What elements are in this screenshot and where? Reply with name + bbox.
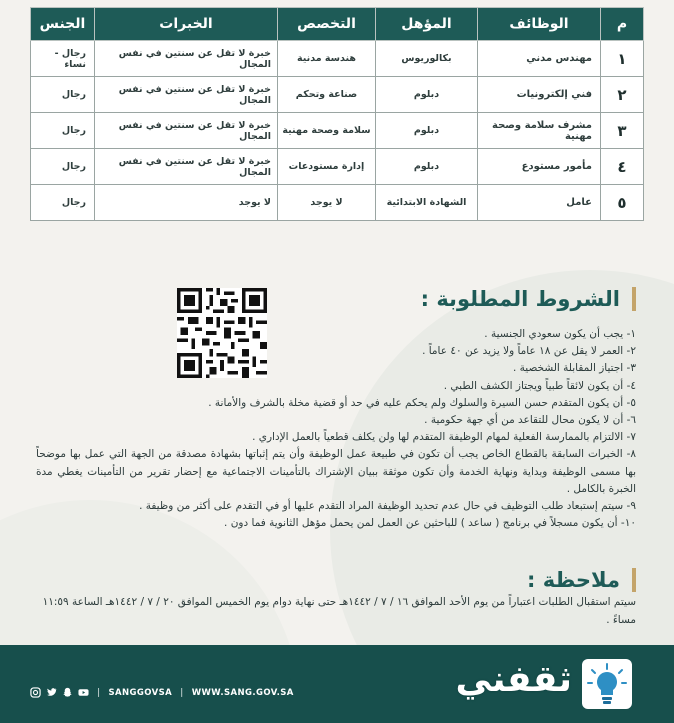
row-job: مأمور مستودع (478, 149, 601, 185)
row-experience: لا يوجد (95, 185, 278, 221)
note-text: سيتم استقبال الطلبات اعتباراً من يوم الأحد الموافق ١٦ / ٧ / ١٤٤٢هـ حتى نهاية دوام يوم الخميس الموافق ٢٠ / ٧ / ١٤٤٢هـ الساعة ١١:٥٩ مساءً . (42, 596, 636, 626)
youtube-icon[interactable] (78, 687, 89, 698)
row-number: ١ (601, 41, 644, 77)
table-row (31, 113, 644, 149)
list-item: ٢- العمر لا يقل عن ١٨ عاماً ولا يزيد عن ٤٠ عاماً . (422, 345, 636, 358)
header-gender: الجنس (31, 8, 95, 41)
header-experience: الخبرات (95, 8, 278, 41)
logo-text: ثقفني (455, 659, 572, 700)
twitter-icon[interactable] (46, 687, 57, 698)
row-job: عامل (478, 185, 601, 221)
row-qualification: دبلوم (376, 149, 478, 185)
row-experience: خبرة لا تقل عن سنتين في نفس المجال (95, 41, 278, 77)
header-number: م (601, 8, 644, 41)
row-job: مهندس مدني (478, 41, 601, 77)
row-gender: رجال - نساء (31, 41, 95, 77)
footer-separator: | (97, 687, 101, 698)
row-number: ٢ (601, 77, 644, 113)
row-qualification: بكالوريوس (376, 41, 478, 77)
footer-links (30, 687, 294, 698)
social-icons (30, 687, 89, 698)
table-row (31, 77, 644, 113)
instagram-icon[interactable] (30, 687, 41, 698)
row-number: ٤ (601, 149, 644, 185)
footer-separator: | (180, 687, 184, 698)
row-gender: رجال (31, 149, 95, 185)
conditions-list (36, 326, 636, 532)
list-item: ٦- أن لا يكون محال للتقاعد من أي جهة حكومية . (424, 414, 636, 427)
row-experience: خبرة لا تقل عن سنتين في نفس المجال (95, 113, 278, 149)
table-row (31, 185, 644, 221)
lightbulb-icon (580, 657, 634, 711)
footer-handle[interactable]: SANGGOVSA (108, 687, 173, 698)
row-number: ٥ (601, 185, 644, 221)
row-job: مشرف سلامة وصحة مهنية (478, 113, 601, 149)
row-qualification: دبلوم (376, 113, 478, 149)
list-item: ١٠- أن يكون مسجلاً في برنامج ( ساعد ) للباحثين عن العمل لمن يحمل مؤهل الثانوية فما دون . (224, 517, 636, 530)
row-gender: رجال (31, 113, 95, 149)
table-row (31, 149, 644, 185)
list-item: ٤- أن يكون لائقاً طبياً ويجتاز الكشف الطبي . (443, 379, 636, 392)
list-item: ١- يجب أن يكون سعودي الجنسية . (484, 328, 636, 340)
table-row (31, 41, 644, 77)
row-specialization: هندسة مدنية (278, 41, 376, 77)
row-specialization: إدارة مستودعات (278, 149, 376, 185)
row-number: ٣ (601, 113, 644, 149)
header-specialization: التخصص (278, 8, 376, 41)
list-item: ٩- سيتم إستبعاد طلب التوظيف في حال عدم تحديد الوظيفة المراد التقدم عليها أو في التقدم على أكثر من وظيفة . (139, 500, 636, 513)
header-qualification: المؤهل (376, 8, 478, 41)
row-experience: خبرة لا تقل عن سنتين في نفس المجال (95, 77, 278, 113)
list-item: ٨- الخبرات السابقة بالقطاع الخاص يجب أن تكون في طبيعة عمل الوظيفة وأن يتم إثباتها بشهادة مصدقة من الجهة التي عمل بها موضحاً بها مسمى الوظيفة وبداية ونهاية الخدمة وأن تكون موثقة ببيان الإشتراك بالتأمينات الاجتماعية مع إحضار تقرير من التأمينات يغطي مدة الخبرة بالكامل . (36, 448, 636, 495)
row-experience: خبرة لا تقل عن سنتين في نفس المجال (95, 149, 278, 185)
note-title: ملاحظة : (527, 568, 636, 592)
row-gender: رجال (31, 185, 95, 221)
row-specialization: صناعة وتحكم (278, 77, 376, 113)
row-specialization: سلامة وصحة مهنية (278, 113, 376, 149)
footer-website-link[interactable]: WWW.SANG.GOV.SA (191, 687, 294, 698)
list-item: ٧- الالتزام بالممارسة الفعلية لمهام الوظيفة المتقدم لها ولن يكلف قطعياً بالعمل الإداري . (252, 431, 636, 444)
conditions-title: الشروط المطلوبة : (421, 287, 636, 311)
list-item: ٣- اجتياز المقابلة الشخصية . (512, 362, 636, 375)
footer (0, 645, 674, 723)
row-job: فني إلكترونيات (478, 77, 601, 113)
snapchat-icon[interactable] (62, 687, 73, 698)
row-specialization: لا يوجد (278, 185, 376, 221)
row-gender: رجال (31, 77, 95, 113)
row-qualification: الشهادة الابتدائية (376, 185, 478, 221)
header-jobs: الوظائف (478, 8, 601, 41)
row-qualification: دبلوم (376, 77, 478, 113)
jobs-table (31, 7, 644, 221)
list-item: ٥- أن يكون المتقدم حسن السيرة والسلوك ولم يحكم عليه في حد أو قضية مخلة بالشرف والأمانة . (208, 396, 636, 409)
table-header-row (31, 8, 644, 41)
site-logo[interactable] (424, 655, 654, 713)
